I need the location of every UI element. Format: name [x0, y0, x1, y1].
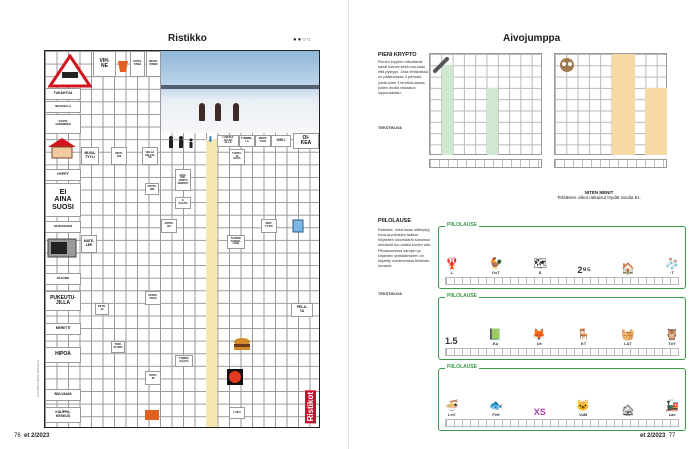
clue-22: MATE- LEE	[81, 235, 97, 253]
clue-12: MOOT- TAVA	[255, 135, 271, 147]
microwave-icon	[47, 237, 77, 259]
clue-28: PETO- JA	[95, 303, 109, 315]
clue-2: KUTIS- TÄMÄ	[130, 51, 145, 77]
ristikot-logo: Ristikot	[306, 391, 315, 421]
rebus-item-3-2: 🐟 FeK	[489, 400, 504, 417]
family-icon	[163, 135, 203, 149]
pilolause-text: Ratkaise, mikä lause kätkeytyy kuva-arvoitusten taakse. Kirjainten lukumäärät sanoissa selviävät ruu-duista kuvien alla. Piilolauseessa sanojen ja kirjainten yhdistämiseen on käytetty useammasta tehtävän kuvasta.	[378, 228, 431, 268]
krypto-answer-1[interactable]	[429, 159, 542, 168]
rebus-item-2-1: 1.5	[445, 336, 458, 346]
puzzle-credit: LAATINUT MERI TORVELA	[36, 360, 40, 398]
rebus-item-3-1: 🍜 LeV	[445, 400, 459, 417]
flowerpot-icon	[117, 59, 129, 73]
pieni-krypto-heading: PIENI KRYPTO	[378, 52, 417, 58]
down-arrow-icon: ⬇	[207, 135, 214, 144]
rebus-item-3-5: 🏚	[620, 405, 635, 417]
rebus-item-1-1: 🦞 -L	[445, 258, 459, 275]
clue-3: SIIVAP- PINEN	[146, 51, 161, 77]
clue-24: ERIT- TYVIÄ	[261, 219, 277, 233]
krypto-grid-1[interactable]	[429, 53, 542, 155]
book-icon	[145, 407, 159, 417]
rebus-answer-1[interactable]	[445, 277, 679, 285]
clue-16: HYPPY	[45, 169, 81, 181]
rebus-item-3-6: 🚂 Lae	[665, 400, 679, 417]
rebus-item-3-4: 🐱 VoM	[576, 400, 591, 417]
rebus-item-1-2: 🐓 OsT	[489, 258, 503, 275]
burger-icon	[233, 337, 251, 351]
clue-34: TAITU- RI	[145, 371, 161, 385]
red-light-icon	[227, 369, 243, 385]
solution-column	[206, 139, 217, 428]
rebus-answer-3[interactable]	[445, 419, 679, 427]
rebus-item-2-5: 🧺 LAT	[621, 329, 635, 346]
rebus-item-2-2: 📗 -Ku	[488, 329, 502, 346]
rebus-item-1-5: 🏠	[621, 263, 635, 275]
clue-36: BULVAANI	[45, 389, 81, 401]
pilolause-credit: TEKSTIKUVA	[378, 292, 402, 296]
clue-35: YTIMEK- KÄÄTÄ	[175, 355, 193, 367]
solutions-note: NITEN MENIT Tehtävien viikot ratkaisut löydät sivulta 81.	[557, 190, 641, 200]
clue-33: TORI- SI ODO	[111, 341, 125, 353]
rebus-item-2-3: 🦊 Ue	[532, 329, 547, 346]
clue-30: PELA- TA	[291, 303, 313, 317]
rebus-item-3-3: XS	[533, 407, 546, 417]
clue-11: TUMMEL- LA	[239, 135, 255, 147]
clue-5: NEULEELLA	[45, 101, 81, 113]
pieni-krypto-text: Pienen krypton ratkottavat sanat tulevat sekä vaa-kaan että pystyyn. Joka tehtävässä on pääkuvassa 3 piirrosta joista tulee 3 tehtävä-sanaa, joiden avulla ratkaisun loppuratkaisu.	[378, 60, 428, 95]
clue-27: PUKEUTU- JILLA	[45, 291, 81, 311]
krypto-answer-2[interactable]	[554, 159, 667, 168]
clue-23: JUNTA- VIA	[161, 219, 177, 233]
rebus-item-2-6: 🦉 ToY	[665, 329, 679, 346]
clue-29: KURIS- TAVIA	[145, 291, 161, 305]
clue-37: KAUPPA- KESKUS	[45, 407, 81, 423]
clue-17: EI AINA SUOSI	[45, 183, 81, 217]
skiing-photo	[161, 51, 320, 133]
clue-25: KURSSI TURVAL- LISIA	[227, 235, 245, 249]
clue-10: LUISTAA JALAN ALLA	[217, 135, 239, 147]
clue-13: KIELI	[271, 135, 291, 147]
rebus-panel-2: PIILOLAUSE 1.5 📗 -Ku 🦊 Ue 🪑 KT 🧺 LAT 🦉 ToY	[438, 297, 686, 360]
pieni-krypto-credit: TEKSTIKUVA	[378, 126, 402, 130]
clue-6: KASTE VIHKIMINEN	[45, 114, 81, 134]
clue-18: ASIA- KIR- JOISTA ANNOS?	[175, 169, 191, 191]
page-number-right: et 2/2023 77	[640, 433, 676, 439]
crossword-grid[interactable]	[44, 50, 320, 428]
rebus-panel-1: PIILOLAUSE 🦞 -L 🐓 OsT 🗺 Ä 2⁹⁵ 🏠 🧦 ·T	[438, 226, 686, 289]
clue-21: SILMUKKAKIN	[45, 221, 81, 233]
clue-19: OSTOI- HIN	[145, 183, 159, 195]
pagination-dots: ●●○○	[293, 37, 312, 43]
owl-icon	[557, 56, 577, 79]
clue-4: TUKAHTUA	[45, 88, 81, 100]
page-title-right: Aivojumppa	[503, 33, 561, 44]
page-number-left: 76 et 2/2023	[14, 433, 50, 439]
clue-15: TUNTU- JA KASA	[229, 149, 245, 165]
pilolause-heading: PIILOLAUSE	[378, 218, 412, 224]
clue-8: MOTI- VOI	[111, 147, 127, 165]
clue-9: HELLA SELLIS- SÄ	[142, 147, 158, 165]
page-title-left: Ristikko	[168, 33, 207, 44]
rebus-answer-2[interactable]	[445, 348, 679, 356]
clue-38: LUKU	[229, 407, 245, 419]
clue-26: RÄJÄHDE	[45, 273, 81, 285]
clue-1: VIH- NE	[93, 51, 116, 77]
rebus-item-1-3: 🗺 Ä	[533, 258, 548, 275]
notebook-icon	[291, 219, 305, 233]
clue-32: HIPOA	[45, 347, 81, 363]
rebus-item-1-6: 🧦 ·T	[665, 258, 679, 275]
clue-31: MERIITTI	[45, 323, 81, 335]
house-icon	[47, 137, 77, 159]
clue-14: OI- KEA	[293, 133, 319, 149]
rebus-item-1-4: 2⁹⁵	[577, 265, 591, 275]
rebus-item-2-4: 🪑 KT	[576, 329, 591, 346]
clue-20: E VAATIA	[175, 197, 191, 209]
krypto-grid-2[interactable]	[554, 53, 667, 155]
road-sign-icon	[48, 54, 92, 88]
clue-7: MUSA- TYYLI	[81, 147, 99, 165]
bone-icon	[432, 56, 452, 79]
rebus-panel-3: PIILOLAUSE 🍜 LeV 🐟 FeK XS 🐱 VoM 🏚 🚂 Lae	[438, 368, 686, 431]
